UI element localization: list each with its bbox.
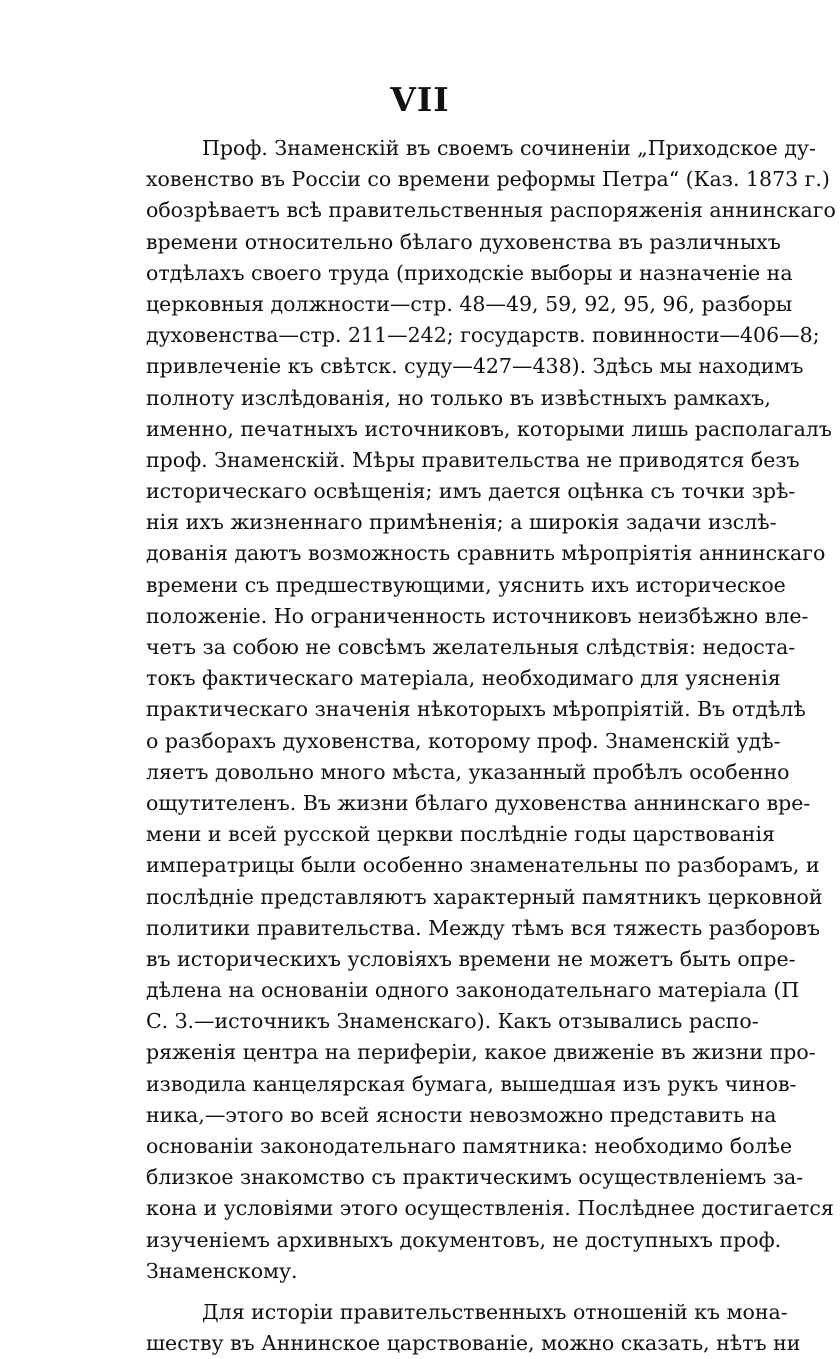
paragraph xyxy=(146,1297,801,1359)
text-line: изводила канцелярская бумага, вышедшая изъ рукъ чинов- xyxy=(146,1071,797,1096)
text-line: нія ихъ жизненнаго примѣненія; а широкія задачи изслѣ- xyxy=(146,510,777,535)
text-line: привлеченіе къ свѣтск. суду—427—438). Здѣсь мы находимъ xyxy=(146,354,804,379)
text-line: историческаго освѣщенія; имъ дается оцѣнка съ точки зрѣ- xyxy=(146,479,796,504)
text-line: Знаменскому. xyxy=(146,1258,298,1283)
text-line: Для исторіи правительственныхъ отношеній къ мона- xyxy=(202,1299,788,1324)
text-line: проф. Знаменскій. Мѣры правительства не приводятся безъ xyxy=(146,447,800,472)
text-line: въ историческихъ условіяхъ времени не можетъ быть опре- xyxy=(146,946,796,971)
text-line: ника,—этого во всей ясности невозможно представить на xyxy=(146,1102,777,1127)
text-line: церковныя должности—стр. 48—49, 59, 92, 95, 96, разборы xyxy=(146,291,793,316)
text-line: послѣдніе представляютъ характерный памятникъ церковной xyxy=(146,884,823,909)
text-line: полноту изслѣдованія, но только въ извѣстныхъ рамкахъ, xyxy=(146,385,771,410)
text-line: духовенства—стр. 211—242; государств. повинности—406—8; xyxy=(146,323,820,348)
text-line: четъ за собою не совсѣмъ желательныя слѣдствія: недоста- xyxy=(146,635,796,659)
text-line: императрицы были особенно знаменательны по разборамъ, и xyxy=(146,853,820,878)
text-line: политики правительства. Между тѣмъ вся тяжесть разборовъ xyxy=(146,915,821,940)
text-line: ляетъ довольно много мѣста, указанный пробѣлъ особенно xyxy=(146,759,790,784)
body-text xyxy=(146,133,836,1359)
text-line: ховенство въ Россіи со времени реформы Петра“ (Каз. 1873 г.) xyxy=(146,167,830,192)
text-line: С. З.—источникъ Знаменскаго). Какъ отзывались распо- xyxy=(146,1009,759,1034)
text-line: кона и условіями этого осуществленія. Послѣднее достигается xyxy=(146,1196,834,1221)
text-line: о разборахъ духовенства, которому проф. Знаменскій удѣ- xyxy=(146,728,781,753)
text-line: основаніи законодательнаго памятника: необходимо болѣе xyxy=(146,1134,793,1158)
text-line: обозрѣваетъ всѣ правительственныя распоряженія аннинскаго xyxy=(146,198,836,223)
text-line: времени относительно бѣлаго духовенства въ различныхъ xyxy=(146,229,781,254)
text-line: близкое знакомство съ практическимъ осуществленіемъ за- xyxy=(146,1165,804,1190)
text-line: токъ фактическаго матеріала, необходимаго для уясненія xyxy=(146,666,781,691)
text-line: Проф. Знаменскій въ своемъ сочиненіи „Приходское ду- xyxy=(202,136,816,160)
text-line: практическаго значенія нѣкоторыхъ мѣропріятій. Въ отдѣлѣ xyxy=(146,697,806,722)
paragraph-gap xyxy=(146,1287,732,1297)
text-line: отдѣлахъ своего труда (приходскіе выборы и назначеніе на xyxy=(146,260,793,285)
text-line: времени съ предшествующими, уяснить ихъ историческое xyxy=(146,572,786,597)
text-line: дованія даютъ возможность сравнить мѣропріятія аннинскаго xyxy=(146,541,826,566)
text-line: мени и всей русской церкви послѣдніе годы царствованія xyxy=(146,822,775,847)
text-line: шеству въ Аннинское царствованіе, можно сказать, нѣтъ ни xyxy=(146,1331,801,1356)
text-line: дѣлена на основаніи одного законодательнаго матеріала (П xyxy=(146,978,800,1003)
text-line: ряженія центра на периферіи, какое движеніе въ жизни про- xyxy=(146,1040,816,1065)
text-line: именно, печатныхъ источниковъ, которыми лишь располагалъ xyxy=(146,416,832,441)
page-number: VII xyxy=(390,80,450,119)
paragraph xyxy=(146,133,836,1287)
text-line: изученіемъ архивныхъ документовъ, не доступныхъ проф. xyxy=(146,1227,782,1252)
text-line: ощутителенъ. Въ жизни бѣлаго духовенства аннинскаго вре- xyxy=(146,790,811,815)
text-line: положеніе. Но ограниченность источниковъ неизбѣжно вле- xyxy=(146,603,809,628)
